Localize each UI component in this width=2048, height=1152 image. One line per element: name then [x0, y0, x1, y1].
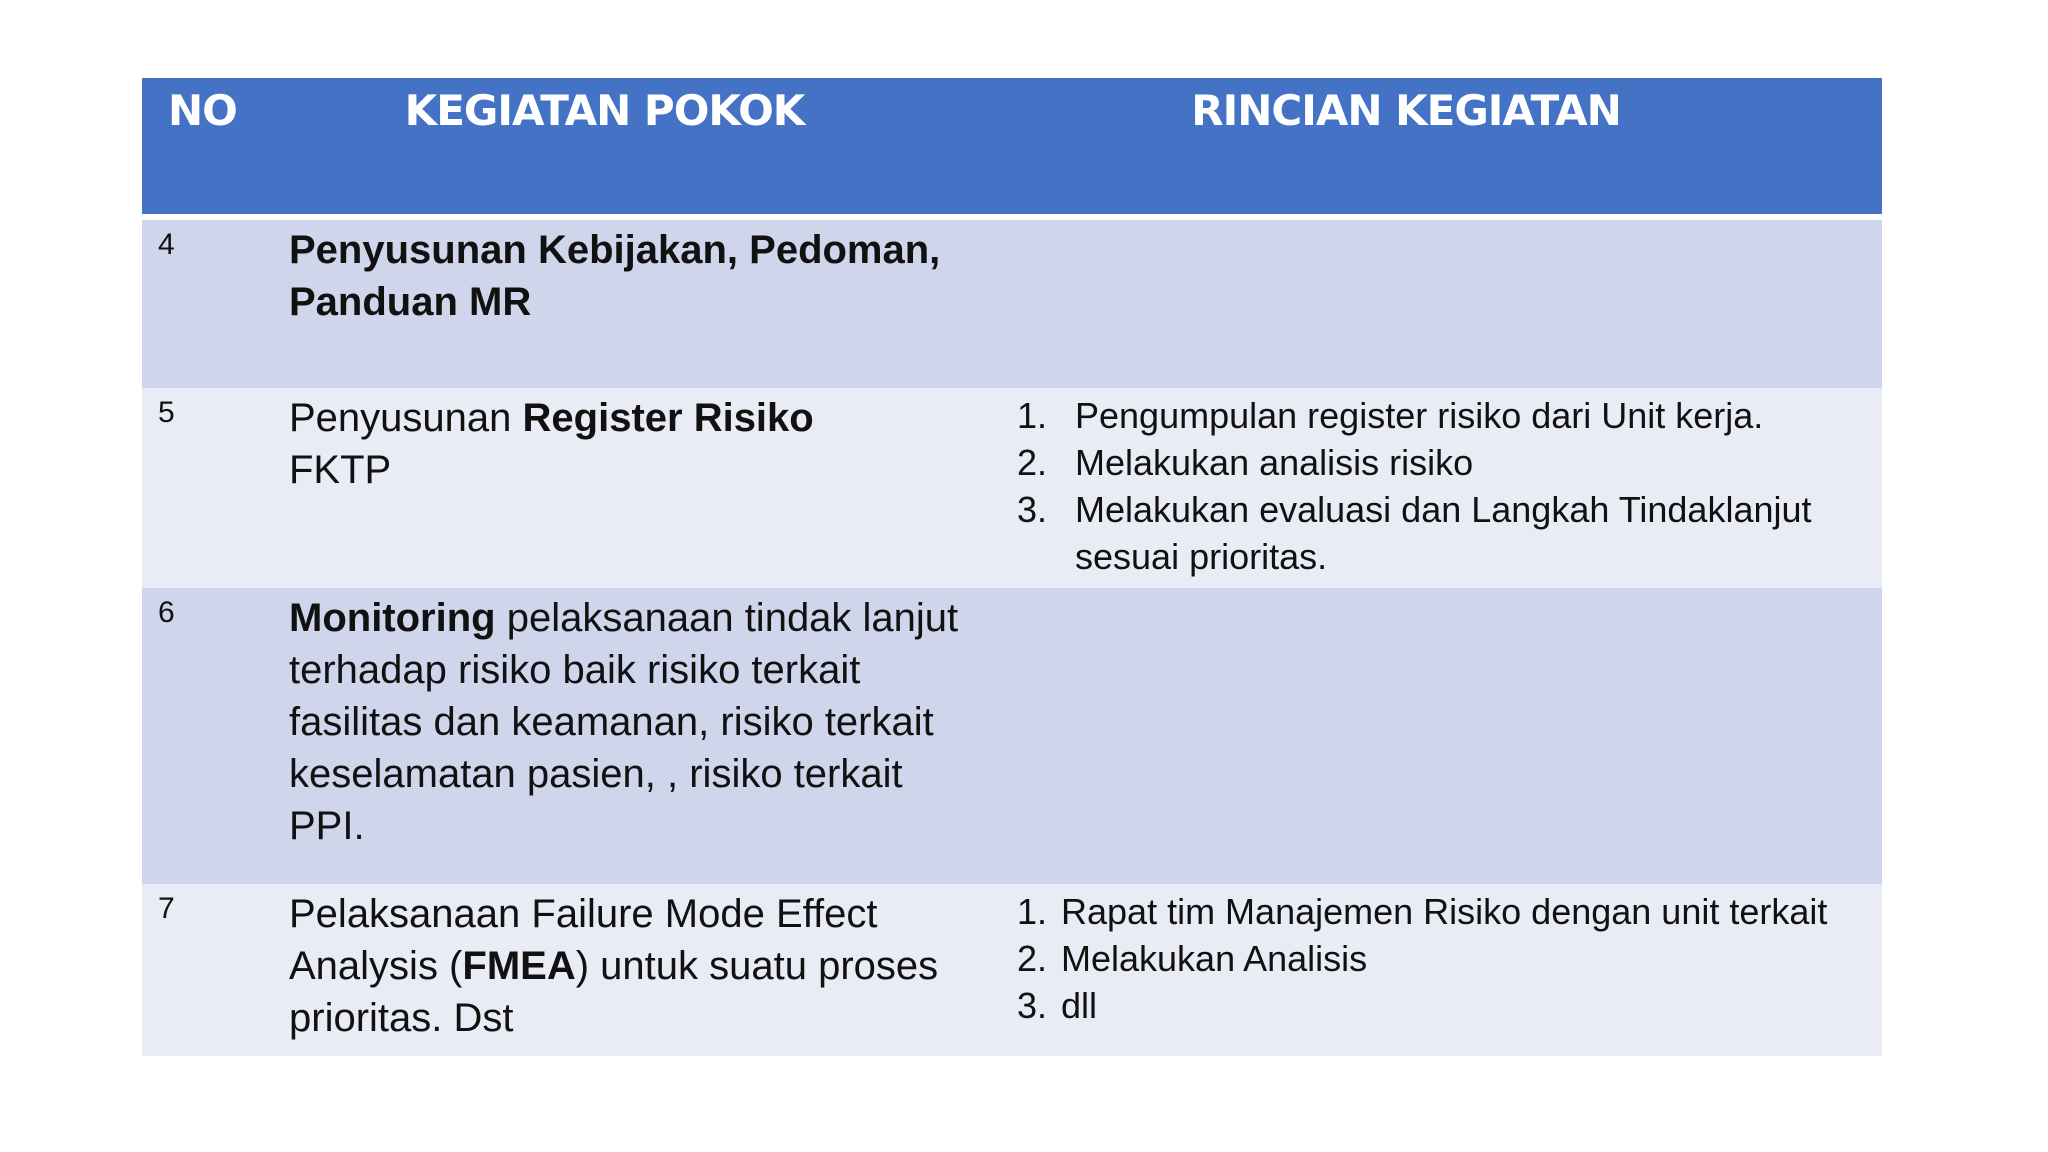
list-text: Rapat tim Manajemen Risiko dengan unit terkait — [1061, 891, 1828, 932]
list-number: 3. — [1017, 489, 1048, 530]
kegiatan-pokok-cell — [279, 388, 989, 588]
list-text: Melakukan Analisis — [1061, 938, 1368, 979]
kegiatan-pokok-cell — [279, 220, 989, 388]
table-row-7 — [142, 884, 1882, 1056]
header-no: NO — [168, 86, 237, 135]
list-number: 2. — [1017, 442, 1048, 483]
list-text: dll — [1061, 985, 1098, 1026]
kegiatan-pokok-cell — [279, 588, 989, 884]
kegiatan-text: pelaksanaan tindak lanjut terhadap risiko baik risiko terkait fasilitas dan keamanan, risiko terkait keselamatan pasien, , risiko terkait PPI. — [289, 596, 959, 848]
rincian-kegiatan-cell — [989, 388, 1882, 588]
list-item — [1009, 439, 1862, 486]
row-number: 7 — [158, 892, 175, 925]
table-row-6 — [142, 588, 1882, 884]
rincian-kegiatan-cell — [989, 884, 1882, 1056]
kegiatan-pokok-cell — [279, 884, 989, 1056]
list-text: Melakukan analisis risiko — [1075, 442, 1474, 483]
row-number: 6 — [158, 596, 175, 629]
list-item — [1009, 982, 1862, 1029]
row-number: 5 — [158, 396, 175, 429]
rincian-kegiatan-cell — [989, 588, 1882, 884]
kegiatan-bold-text: Penyusunan Kebijakan, Pedoman, Panduan MR — [289, 228, 941, 324]
list-text: Pengumpulan register risiko dari Unit kerja. — [1075, 395, 1764, 436]
kegiatan-bold-text: Register Risiko — [522, 396, 814, 440]
list-item — [1009, 935, 1862, 982]
table-header-row — [142, 78, 1882, 214]
header-kegiatan-pokok: KEGIATAN POKOK — [404, 86, 805, 135]
list-item — [1009, 392, 1862, 439]
list-number: 3. — [1017, 985, 1048, 1026]
kegiatan-text: Penyusunan — [289, 396, 523, 440]
header-rincian-kegiatan: RINCIAN KEGIATAN — [1191, 86, 1621, 135]
list-number: 2. — [1017, 938, 1048, 979]
list-item — [1009, 486, 1862, 580]
list-number: 1. — [1017, 395, 1048, 436]
kegiatan-bold-text: Monitoring — [289, 596, 496, 640]
kegiatan-text: ) untuk suatu proses prioritas. Dst — [289, 944, 939, 1040]
kegiatan-bold-text: FMEA — [462, 944, 576, 988]
table-row-5 — [142, 388, 1882, 588]
rincian-kegiatan-cell — [989, 220, 1882, 388]
table-row-4 — [142, 220, 1882, 388]
list-item — [1009, 888, 1862, 935]
row-number: 4 — [158, 228, 175, 261]
list-text: Melakukan evaluasi dan Langkah Tindaklanjut sesuai prioritas. — [1075, 489, 1812, 577]
activity-table — [142, 78, 1882, 1056]
kegiatan-text: FKTP — [289, 448, 392, 492]
kegiatan-text: Pelaksanaan Failure Mode Effect Analysis ( — [289, 892, 878, 988]
list-number: 1. — [1017, 891, 1048, 932]
